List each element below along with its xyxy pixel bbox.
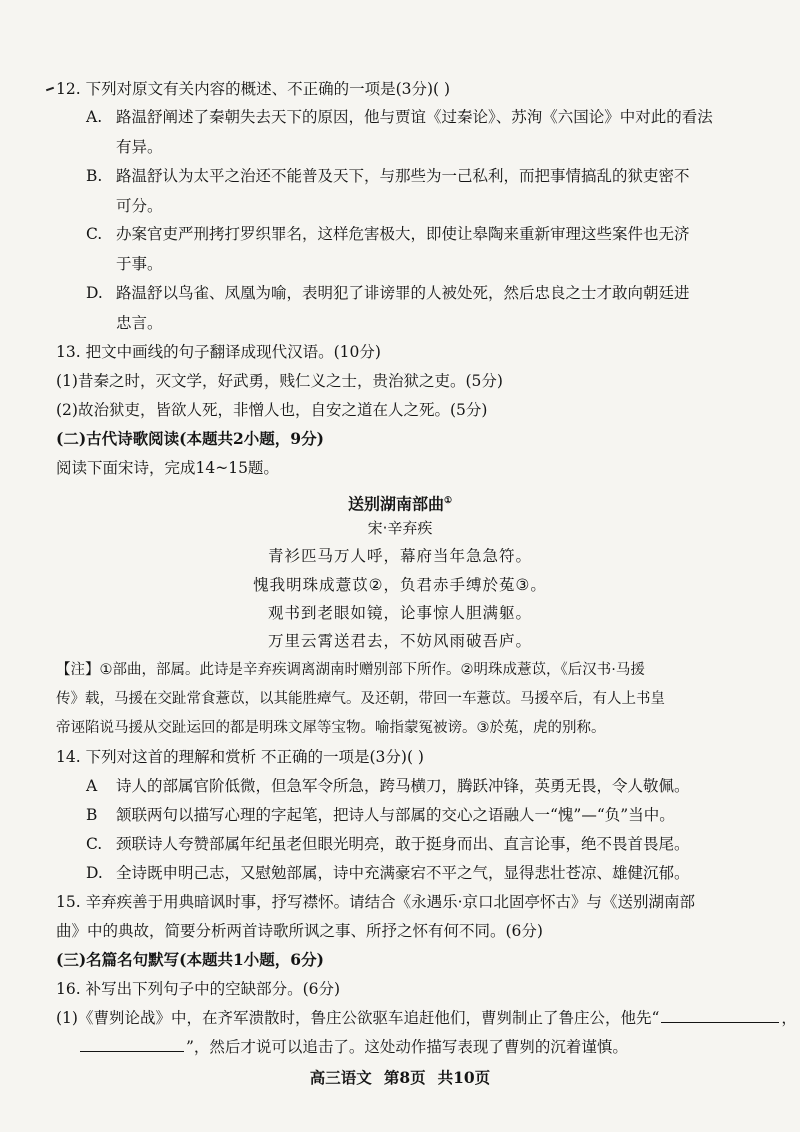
q12-option-c-cont: 于事。 <box>116 255 163 273</box>
option-label: B <box>86 806 98 824</box>
option-label: A. <box>86 108 103 126</box>
q14-stem: 14. 下列对这首的理解和赏析 不正确的一项是(3分)( ) <box>56 748 424 766</box>
q13-item-2: (2)故治狱吏，皆欲人死，非憎人也，自安之道在人之死。(5分) <box>56 401 488 419</box>
note-line: 帝诬陷说马援从交趾运回的都是明珠文犀等宝物。喻指蒙冤被谤。③於菟，虎的别称。 <box>56 720 606 736</box>
footer-page: 第8页 <box>383 1068 426 1087</box>
q14-option-a <box>86 773 754 799</box>
page-footer <box>0 1066 800 1088</box>
section2-intro: 阅读下面宋诗，完成14~15题。 <box>56 459 279 477</box>
q12-option-b <box>86 163 754 189</box>
q15-stem-cont: 曲》中的典故，简要分析两首诗歌所讽之事、所抒之怀有何不同。(6分) <box>56 922 543 940</box>
option-text: 路温舒认为太平之治还不能普及天下，与那些为一己私利，而把事情搞乱的狱吏密不 <box>116 167 690 185</box>
poem-title-text: 送别湖南部曲 <box>347 494 444 514</box>
q12-option-c <box>86 221 754 247</box>
q12-option-a <box>86 104 754 130</box>
pen-mark <box>46 87 54 92</box>
poem-line: 愧我明珠成薏苡②，负君赤手缚於菟③。 <box>253 576 547 594</box>
option-label: A <box>86 777 98 795</box>
q16-item-1-tail: ”，然后才说可以追击了。这处动作描写表现了曹刿的沉着谨慎。 <box>186 1038 628 1056</box>
option-text: 颈联诗人夸赞部属年纪虽老但眼光明亮，敢于挺身而出、直言论事，绝不畏首畏尾。 <box>116 835 690 853</box>
option-label: D. <box>86 864 103 882</box>
poem-line: 万里云霄送君去，不妨风雨破吾庐。 <box>267 632 532 650</box>
option-text: 路温舒以鸟雀、凤凰为喻，表明犯了诽谤罪的人被处死，然后忠良之士才敢向朝廷进 <box>116 284 690 302</box>
q12-stem: 12. 下列对原文有关内容的概述、不正确的一项是(3分)( ) <box>56 80 451 98</box>
q16-item-1-cont <box>78 1034 754 1060</box>
q12-option-d <box>86 280 754 306</box>
poem-author: 宋·辛弃疾 <box>367 519 433 537</box>
option-text: 全诗既申明己志，又慰勉部属，诗中充满豪宕不平之气，显得悲壮苍凉、雄健沉郁。 <box>116 864 690 882</box>
note-line: 传》载，马援在交趾常食薏苡，以其能胜瘴气。及还朝，带回一车薏苡。马援卒后，有人上书皇 <box>56 691 665 707</box>
option-label: C. <box>86 225 103 243</box>
q16-item-1-text: (1)《曹刿论战》中，在齐军溃散时，鲁庄公欲驱车追赶他们，曹刿制止了鲁庄公，他先“ <box>56 1009 660 1027</box>
option-text: 路温舒阐述了秦朝失去天下的原因，他与贾谊《过秦论》、苏洵《六国论》中对此的看法 <box>116 108 713 126</box>
option-label: B. <box>86 167 103 185</box>
option-label: D. <box>86 284 103 302</box>
poem-line: 青衫匹马万人呼，幕府当年急急符。 <box>267 547 532 565</box>
q14-option-b <box>86 802 754 828</box>
q14-option-d <box>86 860 754 886</box>
q13-item-1: (1)昔秦之时，灭文学，好武勇，贱仁义之士，贵治狱之吏。(5分) <box>56 372 503 390</box>
q12-option-a-cont: 有异。 <box>116 138 163 156</box>
q14-option-c <box>86 831 754 857</box>
q12-option-d-cont: 忠言。 <box>116 314 163 332</box>
section3-title: (三)名篇名句默写(本题共1小题，6分) <box>56 950 324 969</box>
q15-stem: 15. 辛弃疾善于用典暗讽时事，抒写襟怀。请结合《永遇乐·京口北固亭怀古》与《送别湖南部 <box>56 893 696 911</box>
answer-blank[interactable] <box>661 1005 779 1023</box>
q13-stem: 13. 把文中画线的句子翻译成现代汉语。(10分) <box>56 343 381 361</box>
section2-title: (二)古代诗歌阅读(本题共2小题，9分) <box>56 429 324 448</box>
answer-blank[interactable] <box>80 1034 184 1052</box>
note-line: 【注】①部曲，部属。此诗是辛弃疾调离湖南时赠别部下所作。②明珠成薏苡，《后汉书·马援 <box>56 662 645 678</box>
option-text: 颔联两句以描写心理的字起笔，把诗人与部属的交心之语融人一“愧”—“负”当中。 <box>116 806 675 824</box>
q16-item-1 <box>56 1005 797 1031</box>
q12-option-b-cont: 可分。 <box>116 197 163 215</box>
option-text: 办案官吏严刑拷打罗织罪名，这样危害极大，即使让皋陶来重新审理这些案件也无济 <box>116 225 690 243</box>
q16-comma: ， <box>781 1009 797 1027</box>
footer-subject: 高三语文 <box>309 1068 372 1087</box>
q16-stem: 16. 补写出下列句子中的空缺部分。(6分) <box>56 980 341 998</box>
poem-title <box>0 488 800 517</box>
option-text: 诗人的部属官阶低微，但急军令所急，跨马横刀，腾跃冲锋，英勇无畏，令人敬佩。 <box>116 777 690 795</box>
footer-total: 共10页 <box>437 1068 491 1087</box>
option-label: C. <box>86 835 103 853</box>
poem-line: 观书到老眼如镜，论事惊人胆满躯。 <box>267 604 532 622</box>
poem-title-note: ① <box>443 496 453 506</box>
